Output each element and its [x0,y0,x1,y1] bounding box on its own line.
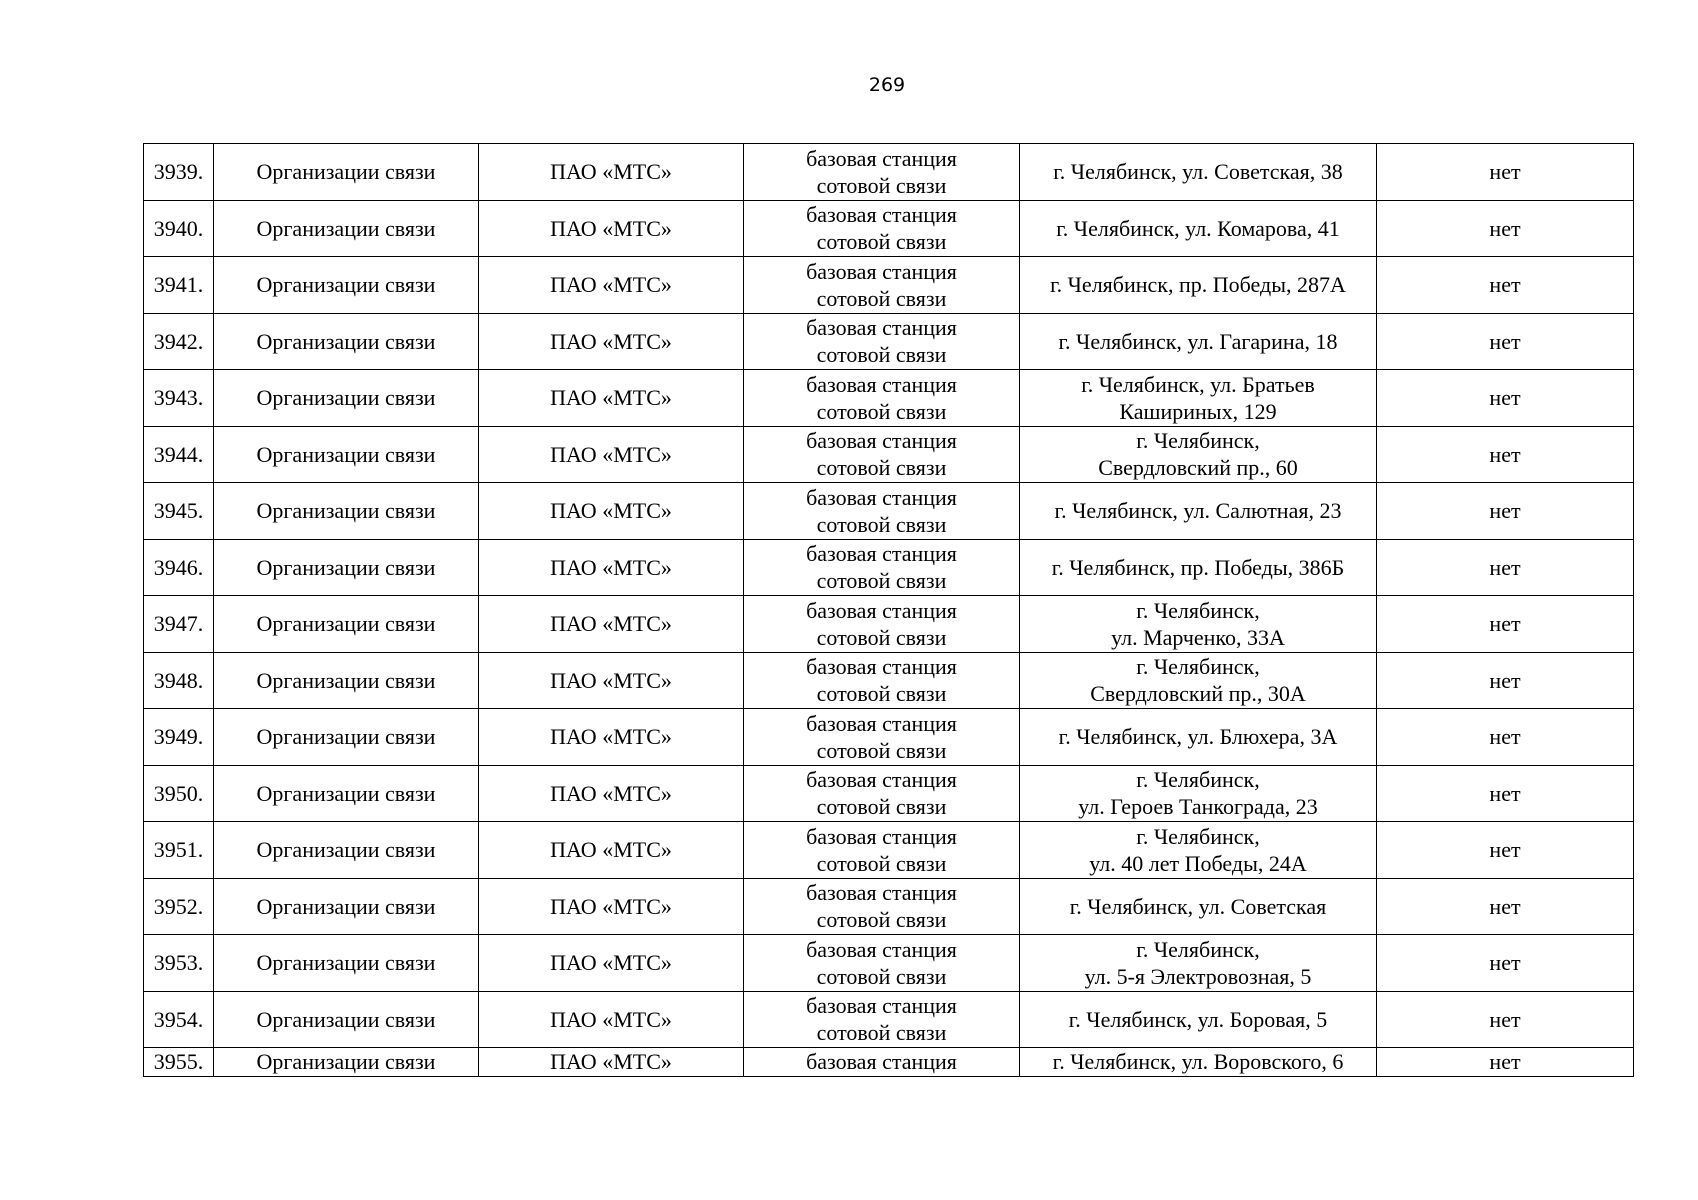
address-cell-line: г. Челябинск, [1136,823,1260,849]
category-cell: Организации связи [214,935,479,992]
address-cell [1020,709,1377,766]
object-cell [744,483,1020,540]
organization-cell: ПАО «МТС» [479,596,744,653]
object-cell-line: сотовой связи [816,172,947,198]
object-cell-line: сотовой связи [816,455,947,481]
object-cell-line: базовая станция [806,767,957,793]
organization-cell: ПАО «МТС» [479,652,744,709]
object-cell [744,200,1020,257]
object-cell [744,144,1020,201]
address-cell-line: Свердловский пр., 30А [1090,681,1306,707]
organization-cell: ПАО «МТС» [479,313,744,370]
row-number-cell: 3945. [144,483,214,540]
address-cell-line: г. Челябинск, ул. Братьев [1081,371,1315,397]
address-cell-line: г. Челябинск, ул. Гагарина, 18 [1058,328,1338,354]
flag-cell: нет [1377,257,1634,314]
address-cell-line: г. Челябинск, ул. Блюхера, 3А [1058,724,1338,750]
category-cell: Организации связи [214,1048,479,1077]
flag-cell: нет [1377,370,1634,427]
address-cell [1020,200,1377,257]
category-cell: Организации связи [214,709,479,766]
row-number-cell: 3955. [144,1048,214,1077]
object-cell-line: базовая станция [806,710,957,736]
object-cell-line: базовая станция [806,823,957,849]
object-cell-line: сотовой связи [816,568,947,594]
object-cell [744,822,1020,879]
registry-table [143,143,1634,1077]
flag-cell: нет [1377,539,1634,596]
object-cell-line: сотовой связи [816,737,947,763]
table-row [144,596,1634,653]
flag-cell: нет [1377,483,1634,540]
address-cell-line: г. Челябинск, ул. Боровая, 5 [1068,1006,1328,1032]
address-cell-line: г. Челябинск, [1136,767,1260,793]
organization-cell: ПАО «МТС» [479,1048,744,1077]
object-cell [744,257,1020,314]
flag-cell: нет [1377,709,1634,766]
address-cell-line: г. Челябинск, пр. Победы, 386Б [1051,554,1345,580]
row-number-cell: 3948. [144,652,214,709]
object-cell [744,313,1020,370]
table-row [144,652,1634,709]
object-cell [744,991,1020,1048]
object-cell-line: сотовой связи [816,681,947,707]
table-row [144,935,1634,992]
address-cell-line: ул. Марченко, 33А [1111,624,1285,650]
category-cell: Организации связи [214,200,479,257]
organization-cell: ПАО «МТС» [479,822,744,879]
object-cell [744,878,1020,935]
object-cell-line: базовая станция [806,597,957,623]
flag-cell: нет [1377,652,1634,709]
object-cell-line: базовая станция [806,371,957,397]
address-cell-line: г. Челябинск, [1136,597,1260,623]
object-cell-line: базовая станция [806,654,957,680]
organization-cell: ПАО «МТС» [479,991,744,1048]
organization-cell: ПАО «МТС» [479,426,744,483]
flag-cell: нет [1377,144,1634,201]
flag-cell: нет [1377,765,1634,822]
address-cell [1020,991,1377,1048]
object-cell [744,765,1020,822]
table-row [144,878,1634,935]
organization-cell: ПАО «МТС» [479,144,744,201]
object-cell [744,370,1020,427]
table-row [144,426,1634,483]
object-cell-line: базовая станция [806,541,957,567]
organization-cell: ПАО «МТС» [479,878,744,935]
category-cell: Организации связи [214,652,479,709]
object-cell [744,1048,1020,1077]
page-number: 269 [868,74,906,96]
address-cell [1020,935,1377,992]
table-row [144,313,1634,370]
object-cell [744,539,1020,596]
object-cell-line: сотовой связи [816,624,947,650]
category-cell: Организации связи [214,483,479,540]
category-cell: Организации связи [214,765,479,822]
address-cell [1020,765,1377,822]
category-cell: Организации связи [214,596,479,653]
row-number-cell: 3949. [144,709,214,766]
flag-cell: нет [1377,935,1634,992]
row-number-cell: 3940. [144,200,214,257]
organization-cell: ПАО «МТС» [479,709,744,766]
object-cell [744,596,1020,653]
object-cell-line: базовая станция [806,145,957,171]
category-cell: Организации связи [214,878,479,935]
category-cell: Организации связи [214,313,479,370]
category-cell: Организации связи [214,991,479,1048]
address-cell [1020,652,1377,709]
organization-cell: ПАО «МТС» [479,370,744,427]
object-cell-line: базовая станция [806,428,957,454]
address-cell [1020,1048,1377,1077]
flag-cell: нет [1377,426,1634,483]
table-row [144,144,1634,201]
object-cell-line: сотовой связи [816,1020,947,1046]
category-cell: Организации связи [214,144,479,201]
organization-cell: ПАО «МТС» [479,539,744,596]
address-cell [1020,539,1377,596]
object-cell-line: базовая станция [806,993,957,1019]
table-row [144,765,1634,822]
object-cell-line: сотовой связи [816,963,947,989]
table-row [144,370,1634,427]
address-cell [1020,257,1377,314]
registry-table-body [144,144,1634,1077]
object-cell-line: базовая станция [806,1049,957,1074]
category-cell: Организации связи [214,822,479,879]
object-cell-line: сотовой связи [816,850,947,876]
address-cell-line: г. Челябинск, ул. Салютная, 23 [1054,498,1342,524]
table-row [144,991,1634,1048]
address-cell [1020,878,1377,935]
category-cell: Организации связи [214,539,479,596]
organization-cell: ПАО «МТС» [479,257,744,314]
object-cell-line: базовая станция [806,936,957,962]
object-cell-line: сотовой связи [816,285,947,311]
flag-cell: нет [1377,1048,1634,1077]
row-number-cell: 3946. [144,539,214,596]
table-row [144,200,1634,257]
table-row [144,1048,1634,1077]
row-number-cell: 3943. [144,370,214,427]
row-number-cell: 3954. [144,991,214,1048]
address-cell-line: г. Челябинск, [1136,936,1260,962]
address-cell-line: г. Челябинск, ул. Советская, 38 [1053,159,1343,185]
row-number-cell: 3947. [144,596,214,653]
object-cell [744,709,1020,766]
address-cell-line: г. Челябинск, пр. Победы, 287А [1050,272,1346,298]
address-cell-line: г. Челябинск, ул. Советская [1069,893,1327,919]
address-cell [1020,426,1377,483]
row-number-cell: 3953. [144,935,214,992]
organization-cell: ПАО «МТС» [479,483,744,540]
address-cell [1020,144,1377,201]
table-row [144,483,1634,540]
flag-cell: нет [1377,313,1634,370]
object-cell-line: базовая станция [806,202,957,228]
address-cell-line: ул. Героев Танкограда, 23 [1078,794,1318,820]
object-cell-line: базовая станция [806,315,957,341]
table-row [144,822,1634,879]
object-cell-line: сотовой связи [816,511,947,537]
object-cell-line: базовая станция [806,484,957,510]
flag-cell: нет [1377,200,1634,257]
table-row [144,709,1634,766]
row-number-cell: 3944. [144,426,214,483]
table-row [144,539,1634,596]
address-cell [1020,313,1377,370]
object-cell-line: сотовой связи [816,794,947,820]
row-number-cell: 3952. [144,878,214,935]
object-cell [744,426,1020,483]
address-cell [1020,483,1377,540]
object-cell-line: базовая станция [806,880,957,906]
organization-cell: ПАО «МТС» [479,765,744,822]
address-cell [1020,596,1377,653]
organization-cell: ПАО «МТС» [479,935,744,992]
address-cell-line: Кашириных, 129 [1119,398,1277,424]
address-cell-line: г. Челябинск, ул. Воровского, 6 [1052,1049,1344,1074]
address-cell-line: Свердловский пр., 60 [1098,455,1298,481]
object-cell-line: сотовой связи [816,342,947,368]
organization-cell: ПАО «МТС» [479,200,744,257]
flag-cell: нет [1377,878,1634,935]
table-row [144,257,1634,314]
row-number-cell: 3950. [144,765,214,822]
category-cell: Организации связи [214,370,479,427]
object-cell-line: базовая станция [806,258,957,284]
row-number-cell: 3939. [144,144,214,201]
address-cell-line: г. Челябинск, [1136,428,1260,454]
flag-cell: нет [1377,822,1634,879]
address-cell-line: ул. 5-я Электровозная, 5 [1084,963,1312,989]
object-cell [744,935,1020,992]
flag-cell: нет [1377,596,1634,653]
address-cell [1020,370,1377,427]
address-cell-line: ул. 40 лет Победы, 24А [1089,850,1307,876]
row-number-cell: 3951. [144,822,214,879]
address-cell [1020,822,1377,879]
category-cell: Организации связи [214,426,479,483]
object-cell-line: сотовой связи [816,907,947,933]
address-cell-line: г. Челябинск, [1136,654,1260,680]
address-cell-line: г. Челябинск, ул. Комарова, 41 [1056,215,1340,241]
flag-cell: нет [1377,991,1634,1048]
object-cell-line: сотовой связи [816,229,947,255]
row-number-cell: 3941. [144,257,214,314]
object-cell [744,652,1020,709]
row-number-cell: 3942. [144,313,214,370]
category-cell: Организации связи [214,257,479,314]
object-cell-line: сотовой связи [816,398,947,424]
